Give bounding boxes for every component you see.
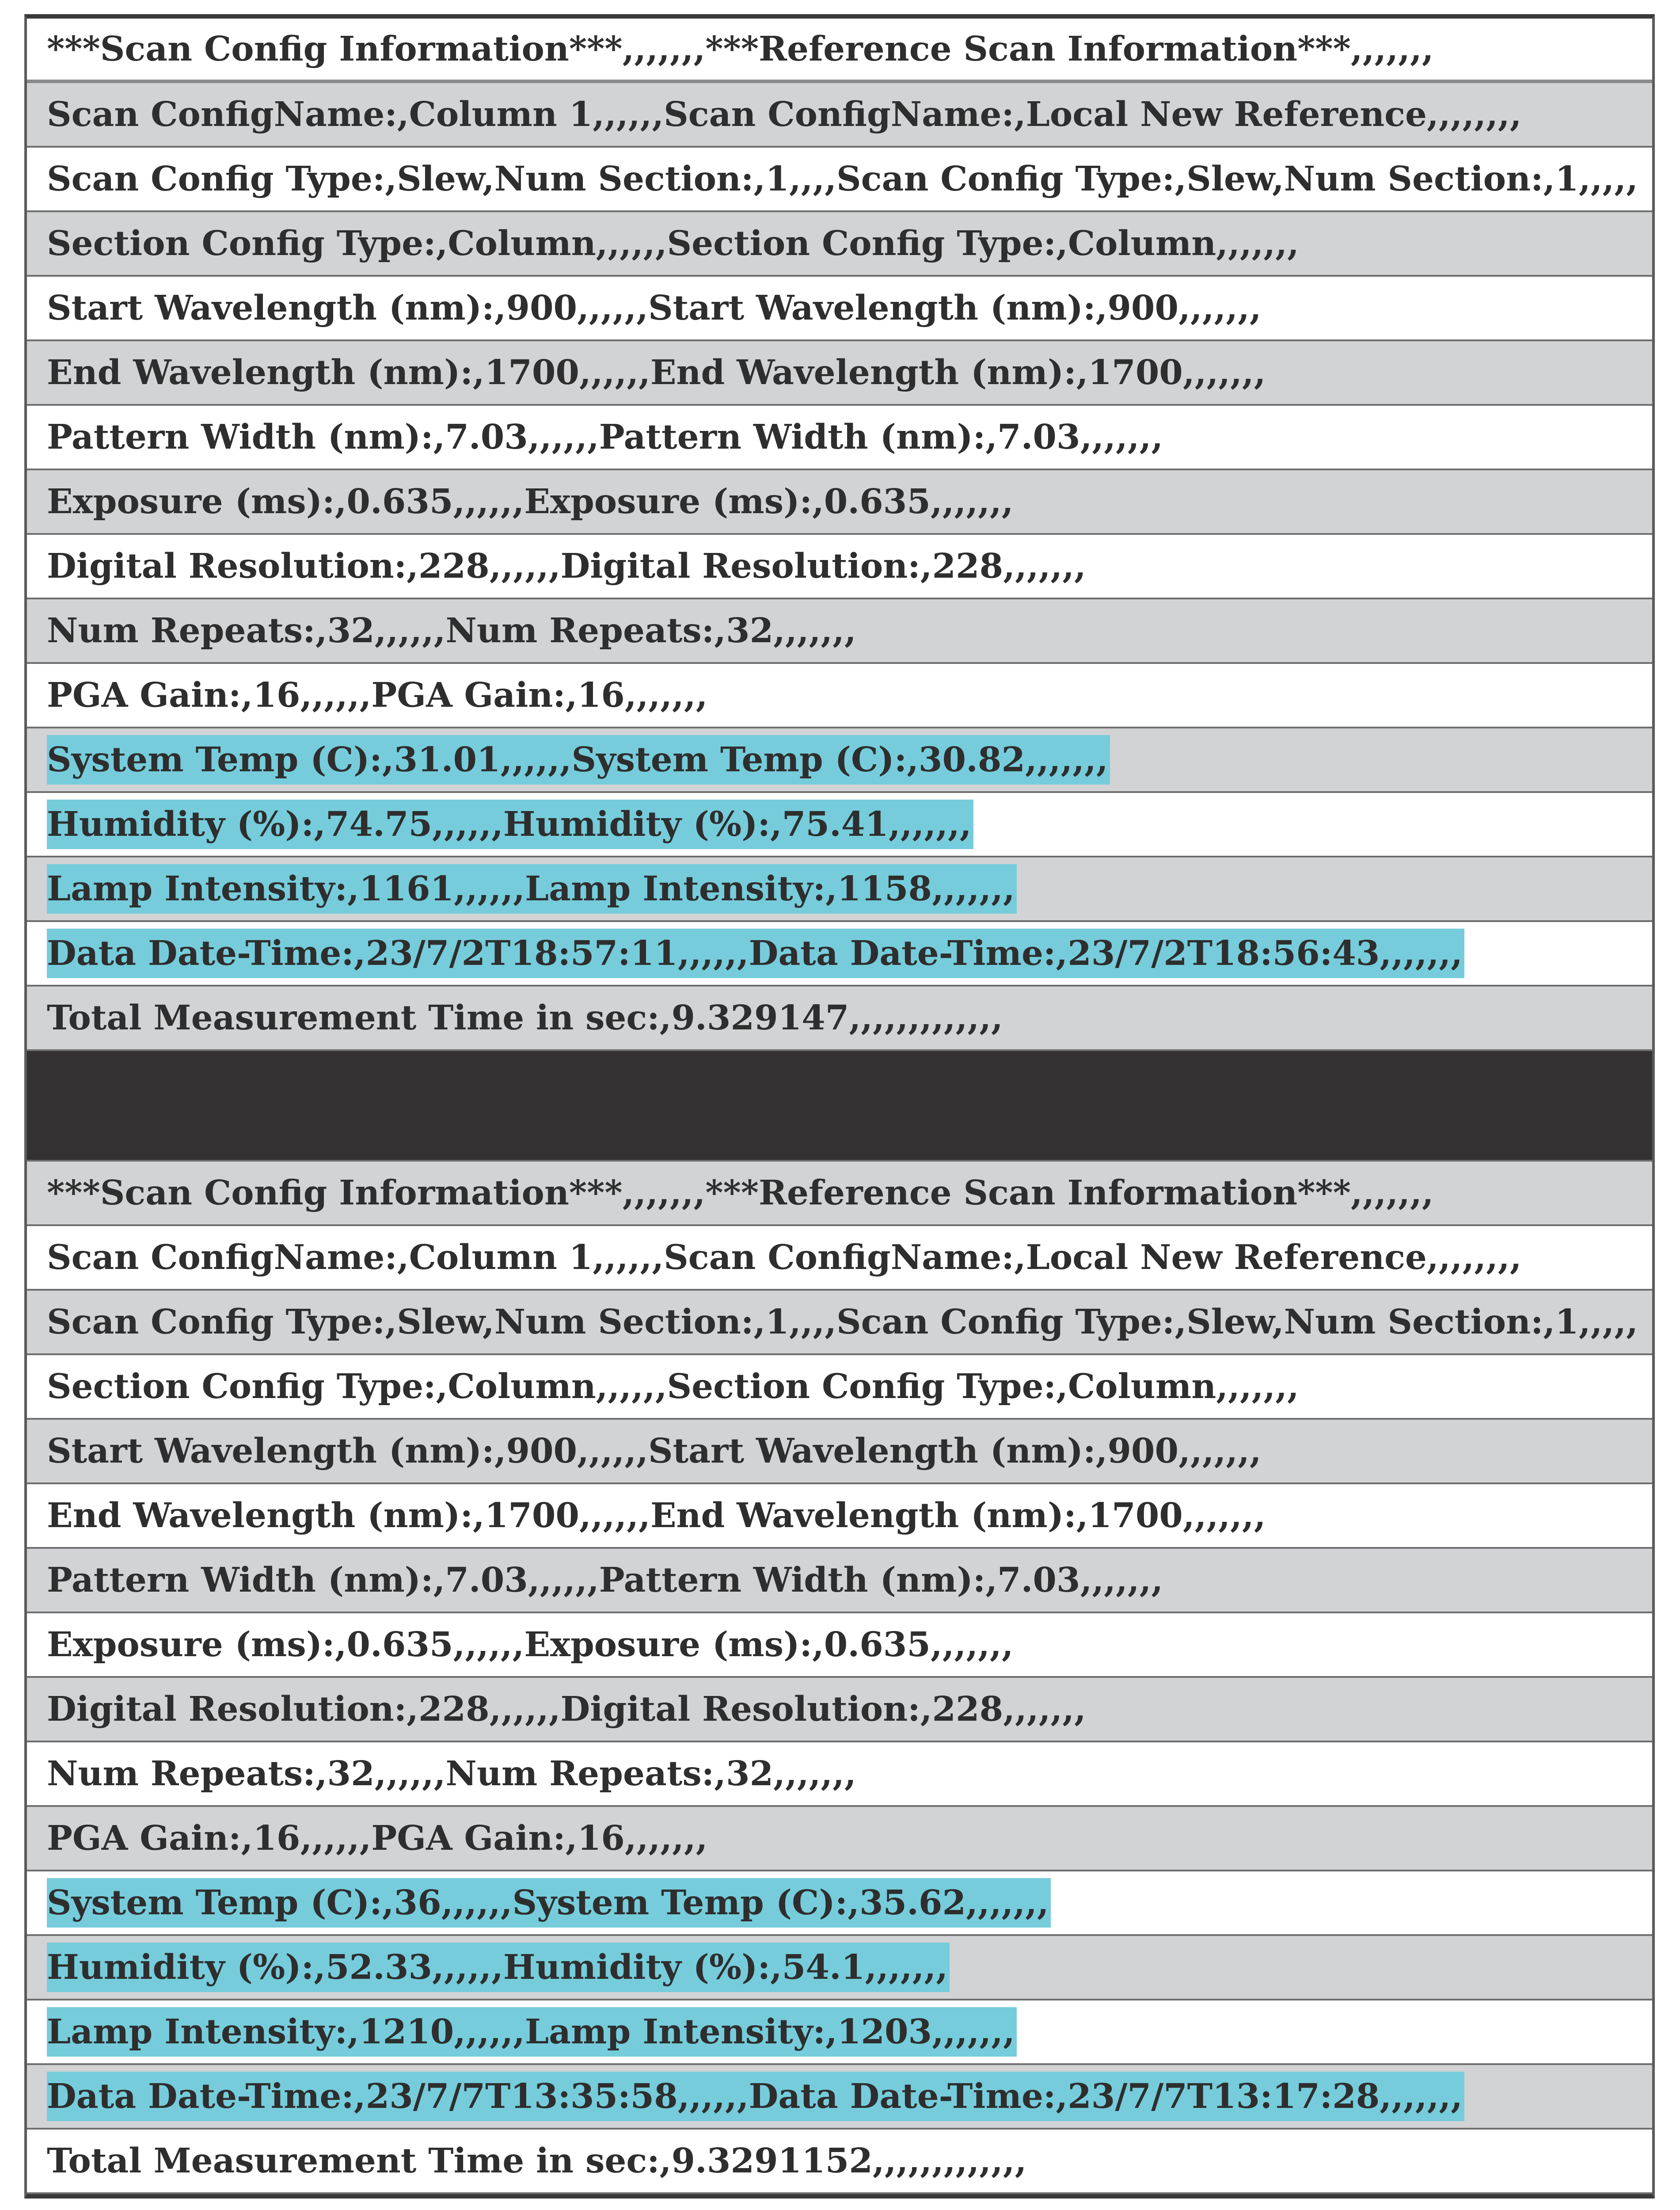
row-text: Data Date-Time:,23/7/7T13:35:58,,,,,,Data Date-Time:,23/7/7T13:17:28,,,,,,, <box>47 2072 1464 2121</box>
table-row <box>27 1936 1652 2000</box>
row-text: Data Date-Time:,23/7/2T18:57:11,,,,,,Data Date-Time:,23/7/2T18:56:43,,,,,,, <box>47 929 1464 978</box>
row-text: Lamp Intensity:,1161,,,,,,Lamp Intensity:,1158,,,,,,, <box>47 864 1017 914</box>
table-row <box>27 1678 1652 1742</box>
table-row <box>27 857 1652 922</box>
table-row <box>27 148 1652 212</box>
table-row <box>27 2065 1652 2130</box>
table-row <box>27 2000 1652 2065</box>
row-text: ***Scan Config Information***,,,,,,,***Reference Scan Information***,,,,,,, <box>47 29 1434 69</box>
table-row <box>27 922 1652 987</box>
row-text: Total Measurement Time in sec:,9.3291152,,,,,,,,,,,,, <box>47 2141 1027 2181</box>
table-row <box>27 1613 1652 1678</box>
table-row <box>27 19 1652 83</box>
row-text: Pattern Width (nm):,7.03,,,,,,Pattern Width (nm):,7.03,,,,,,, <box>47 1560 1163 1600</box>
row-text: Exposure (ms):,0.635,,,,,,Exposure (ms):,0.635,,,,,,, <box>47 482 1014 522</box>
row-text: Exposure (ms):,0.635,,,,,,Exposure (ms):,0.635,,,,,,, <box>47 1625 1014 1665</box>
row-text: Scan Config Type:,Slew,Num Section:,1,,,,Scan Config Type:,Slew,Num Section:,1,,,,, <box>47 1302 1638 1342</box>
row-text: Section Config Type:,Column,,,,,,Section Config Type:,Column,,,,,,, <box>47 1367 1299 1406</box>
row-text: PGA Gain:,16,,,,,,PGA Gain:,16,,,,,,, <box>47 1818 708 1858</box>
table-row <box>27 470 1652 535</box>
row-text: Num Repeats:,32,,,,,,Num Repeats:,32,,,,,,, <box>47 611 856 651</box>
row-text: System Temp (C):,31.01,,,,,,System Temp (C):,30.82,,,,,,, <box>47 735 1110 785</box>
row-text: ***Scan Config Information***,,,,,,,***Reference Scan Information***,,,,,,, <box>47 1173 1434 1213</box>
table-row <box>27 1355 1652 1420</box>
row-text: Humidity (%):,74.75,,,,,,Humidity (%):,75.41,,,,,,, <box>47 800 973 849</box>
row-text: End Wavelength (nm):,1700,,,,,,End Wavelength (nm):,1700,,,,,,, <box>47 1496 1266 1536</box>
table-row <box>27 2130 1652 2194</box>
table-row <box>27 728 1652 793</box>
table-row <box>27 1871 1652 1936</box>
table-row <box>27 1484 1652 1549</box>
row-text: Lamp Intensity:,1210,,,,,,Lamp Intensity:,1203,,,,,,, <box>47 2007 1017 2057</box>
table-row <box>27 83 1652 148</box>
table-row <box>27 1291 1652 1355</box>
table-row <box>27 1226 1652 1291</box>
row-text: End Wavelength (nm):,1700,,,,,,End Wavelength (nm):,1700,,,,,,, <box>47 353 1266 392</box>
row-text: Digital Resolution:,228,,,,,,Digital Resolution:,228,,,,,,, <box>47 546 1086 586</box>
scan-config-table <box>24 14 1655 2199</box>
table-row <box>27 1742 1652 1807</box>
row-text: Section Config Type:,Column,,,,,,Section Config Type:,Column,,,,,,, <box>47 224 1299 263</box>
table-row <box>27 1807 1652 1871</box>
row-text: Pattern Width (nm):,7.03,,,,,,Pattern Width (nm):,7.03,,,,,,, <box>47 417 1163 457</box>
row-text: Scan ConfigName:,Column 1,,,,,,Scan ConfigName:,Local New Reference,,,,,,,, <box>47 1238 1522 1277</box>
row-text: Scan ConfigName:,Column 1,,,,,,Scan ConfigName:,Local New Reference,,,,,,,, <box>47 95 1522 134</box>
row-text: Scan Config Type:,Slew,Num Section:,1,,,,Scan Config Type:,Slew,Num Section:,1,,,,, <box>47 159 1638 199</box>
scan-block-1 <box>27 19 1652 1051</box>
row-text: PGA Gain:,16,,,,,,PGA Gain:,16,,,,,,, <box>47 675 708 715</box>
table-row <box>27 341 1652 406</box>
row-text: System Temp (C):,36,,,,,,System Temp (C):,35.62,,,,,,, <box>47 1878 1051 1928</box>
row-text: Start Wavelength (nm):,900,,,,,,Start Wavelength (nm):,900,,,,,,, <box>47 1431 1262 1471</box>
scan-block-2 <box>27 1162 1652 2194</box>
table-row <box>27 1549 1652 1613</box>
table-row <box>27 535 1652 599</box>
row-text: Start Wavelength (nm):,900,,,,,,Start Wavelength (nm):,900,,,,,,, <box>47 288 1262 328</box>
table-row <box>27 793 1652 857</box>
row-text: Num Repeats:,32,,,,,,Num Repeats:,32,,,,,,, <box>47 1754 856 1794</box>
row-text: Digital Resolution:,228,,,,,,Digital Resolution:,228,,,,,,, <box>47 1689 1086 1729</box>
row-text: Humidity (%):,52.33,,,,,,Humidity (%):,54.1,,,,,,, <box>47 1943 950 1992</box>
table-row <box>27 664 1652 728</box>
table-row <box>27 406 1652 470</box>
table-row <box>27 987 1652 1051</box>
block-separator <box>27 1051 1652 1162</box>
table-row <box>27 212 1652 277</box>
table-row <box>27 1162 1652 1226</box>
table-row <box>27 599 1652 664</box>
row-text: Total Measurement Time in sec:,9.329147,,,,,,,,,,,,, <box>47 998 1003 1038</box>
table-row <box>27 1420 1652 1484</box>
table-row <box>27 277 1652 341</box>
